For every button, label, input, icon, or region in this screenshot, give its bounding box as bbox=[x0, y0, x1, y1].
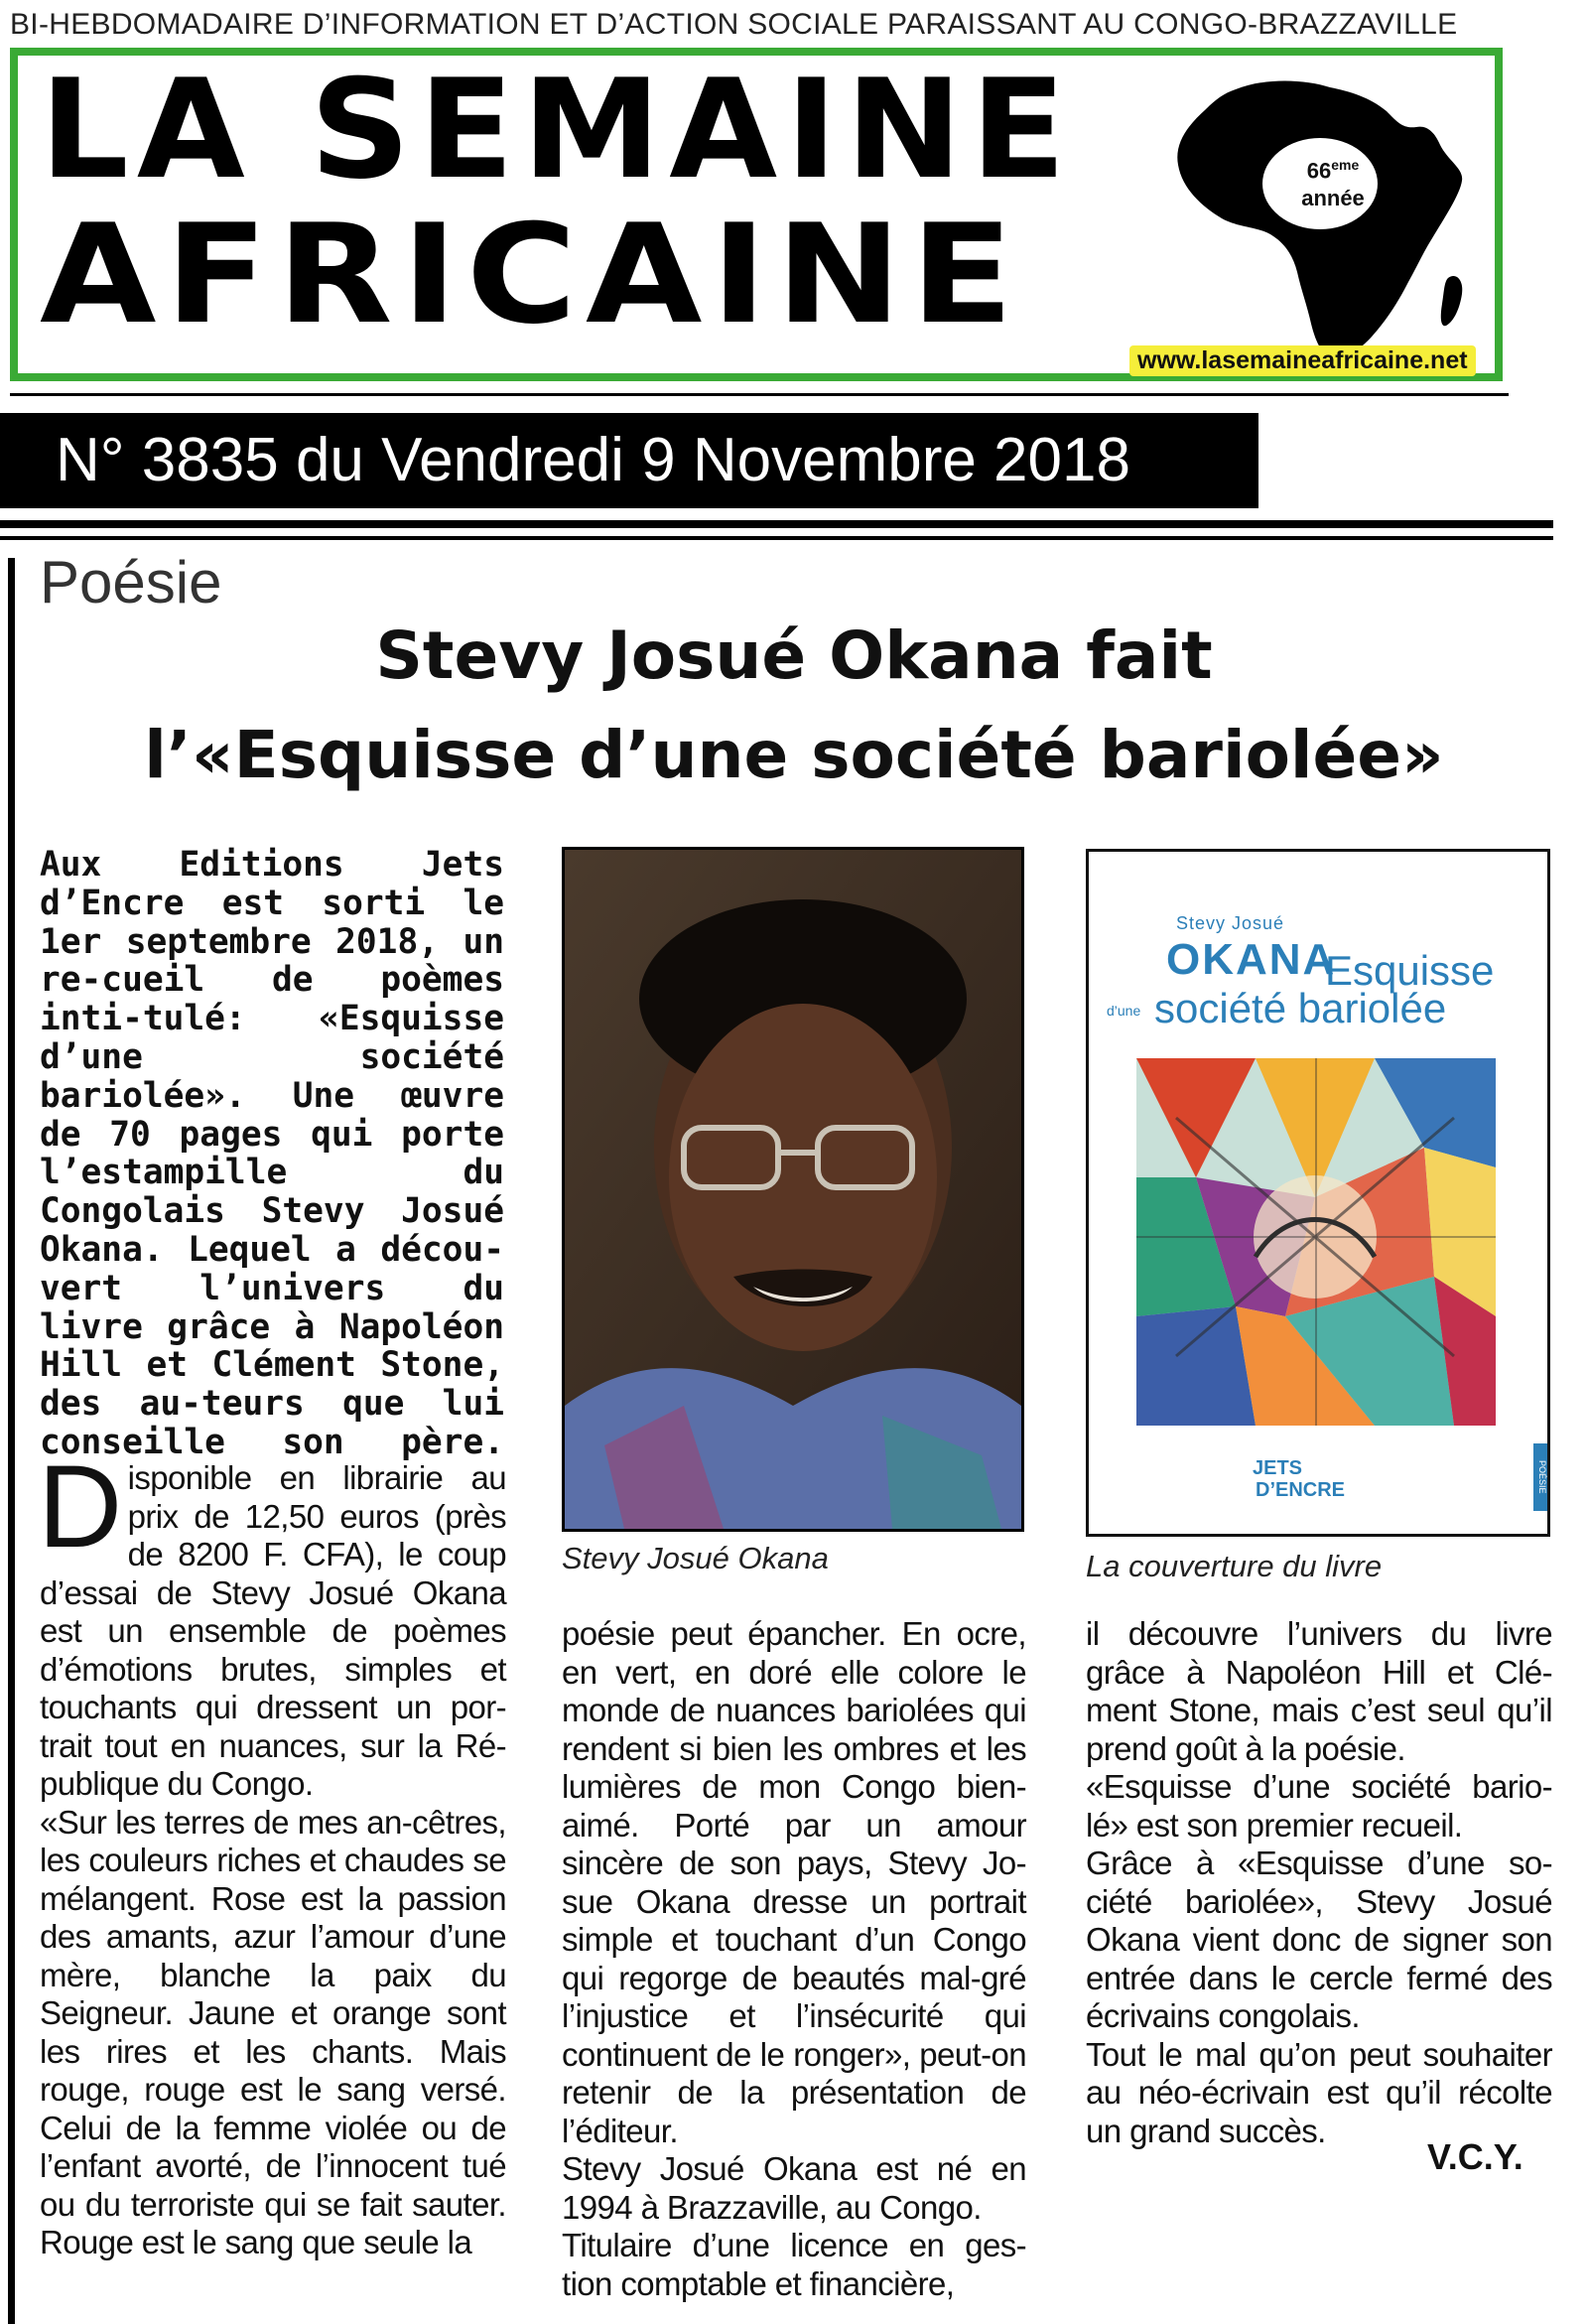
masthead-title-line1: LA SEMAINE bbox=[40, 50, 1075, 209]
author-photo bbox=[562, 847, 1024, 1532]
website-link[interactable]: www.lasemaineafricaine.net bbox=[1129, 345, 1476, 376]
headline-line2: l’«Esquisse d’une société bariolée» bbox=[144, 717, 1444, 793]
article-lead: Aux Editions Jets d’Encre est sorti le 1er septembre 2018, un re-cueil de poèmes inti-tulé: «Esquisse d’une société bariolée». Une œuvre de 70 pages qui porte l’estampille du Congolais Stevy Josué Okana. Lequel a décou-vert l’univers du livre grâce à Napoléon Hill et Clément Stone, des au-teurs que lui conseille son père. bbox=[40, 845, 504, 1462]
cover-title-line2: société bariolée bbox=[1154, 985, 1447, 1031]
issue-banner: N° 3835 du Vendredi 9 Novembre 2018 bbox=[0, 413, 1258, 508]
column2-paragraph2: Stevy Josué Okana est né en 1994 à Brazzaville, au Congo. bbox=[562, 2150, 1026, 2226]
cover-title-prefix: d’une bbox=[1107, 1003, 1141, 1019]
cover-author-small: Stevy Josué bbox=[1176, 913, 1285, 933]
masthead-title-line2: AFRICAINE bbox=[40, 195, 1022, 354]
article-column-2 bbox=[562, 1615, 1026, 2303]
author-signature: V.C.Y. bbox=[1427, 2136, 1523, 2177]
year-suffix: eme bbox=[1331, 157, 1360, 173]
section-label: Poésie bbox=[40, 549, 222, 615]
masthead-divider bbox=[10, 393, 1509, 396]
cover-publisher-line2: D’ENCRE bbox=[1256, 1479, 1346, 1501]
left-margin-bar bbox=[8, 558, 15, 2324]
cover-title-line1: Esquisse bbox=[1325, 947, 1495, 994]
column3-paragraph2: «Esquisse d’une société bario-lé» est son premier recueil. bbox=[1086, 1768, 1552, 1844]
header-rule-bottom bbox=[0, 536, 1553, 540]
cover-spine-label: POÉSIE bbox=[1533, 1443, 1547, 1511]
column2-paragraph1: poésie peut épancher. En ocre, en vert, en doré elle colore le monde de nuances bariolées qui rendent si bien les ombres et les lumières de mon Congo bien-aimé. Porté par un amour sincère de son pays, Stevy Jo-sue Okana dresse un portrait simple et touchant d’un Congo qui regorge de beautés mal-gré l’injustice et l’insécurité qui continuent de le ronger», peut-on retenir de la présentation de l’éditeur. bbox=[562, 1615, 1026, 2149]
masthead-tagline: BI-HEBDOMADAIRE D’INFORMATION ET D’ACTION SOCIALE PARAISSANT AU CONGO-BRAZZAVILLE bbox=[10, 8, 1458, 41]
cover-publisher-line1: JETS bbox=[1253, 1457, 1303, 1479]
column1-paragraph1: isponible en librairie au prix de 12,50 euros (près de 8200 F. CFA), le coup d’essai de Stevy Josué Okana est un ensemble de poèmes d’émotions brutes, simples et touchants qui dressent un por-trait tout en nuances, sur la Ré-publique du Congo. bbox=[40, 1459, 506, 1802]
headline-line1: Stevy Josué Okana fait bbox=[375, 617, 1213, 694]
column2-paragraph3: Titulaire d’une licence en ges-tion comptable et financière, bbox=[562, 2227, 1026, 2302]
drop-cap: D bbox=[38, 1441, 122, 1572]
cover-caption: La couverture du livre bbox=[1086, 1549, 1383, 1583]
column3-paragraph1: il découvre l’univers du livre grâce à Napoléon Hill et Clé-ment Stone, mais c’est seul qu’il prend goût à la poésie. bbox=[1086, 1615, 1552, 1767]
anniversary-year-label bbox=[1288, 157, 1378, 211]
column3-paragraph3: Grâce à «Esquisse d’une so-ciété bariolée», Stevy Josué Okana vient donc de signer son entrée dans le cercle fermé des écrivains congolais. bbox=[1086, 1845, 1552, 2034]
africa-map-icon bbox=[1166, 69, 1474, 367]
article-column-1 bbox=[38, 1441, 506, 2262]
cover-author-big: OKANA bbox=[1166, 935, 1337, 984]
article-column-3 bbox=[1086, 1615, 1552, 2150]
book-cover bbox=[1086, 849, 1550, 1537]
author-portrait-image bbox=[565, 850, 1021, 1529]
column3-paragraph4: Tout le mal qu’on peut souhaiter au néo-écrivain est qu’il récolte un grand succès. bbox=[1086, 2035, 1552, 2149]
header-rule-top bbox=[0, 520, 1553, 528]
year-number: 66 bbox=[1306, 158, 1332, 184]
column1-paragraph2: «Sur les terres de mes an-cêtres, les couleurs riches et chaudes se mélangent. Rose est la passion des amants, azur l’amour d’une mère, blanche la paix du Seigneur. Jaune et orange sont les rires et les chants. Mais rouge, rouge est le sang versé. Celui de la femme violée ou de l’enfant avorté, de l’innocent tué ou du terroriste qui se fait sauter. Rouge est le sang que seule la bbox=[40, 1803, 506, 2260]
year-word: année bbox=[1301, 185, 1365, 210]
cover-artwork bbox=[1136, 1058, 1496, 1426]
photo-caption: Stevy Josué Okana bbox=[562, 1541, 829, 1575]
